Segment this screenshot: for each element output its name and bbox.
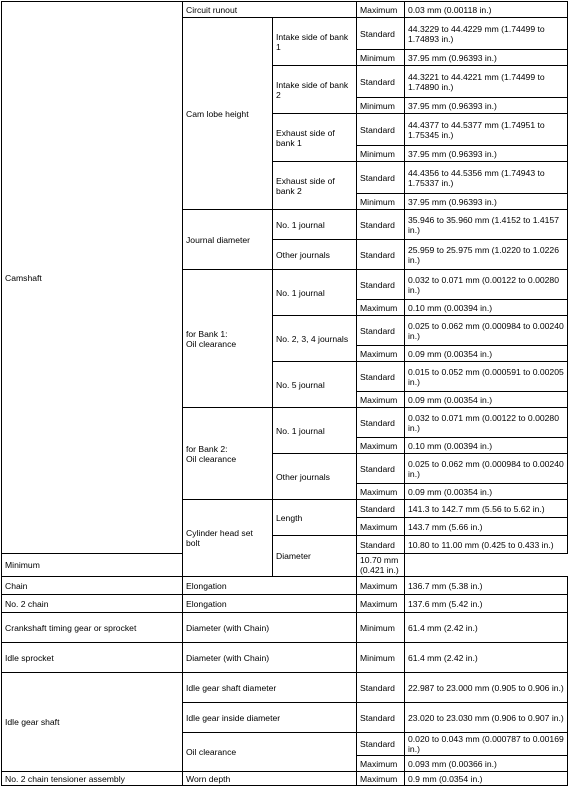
condition-cell: Minimum xyxy=(357,613,405,643)
spec-label-cell: No. 1 journal xyxy=(273,408,357,454)
value-cell: 143.7 mm (5.66 in.) xyxy=(405,518,568,536)
spec-label-cell: Cylinder head set bolt xyxy=(183,500,273,577)
spec-label-cell: Length xyxy=(273,500,357,536)
value-cell: 0.9 mm (0.0354 in.) xyxy=(405,772,568,786)
spec-label-cell: Idle gear shaft xyxy=(2,673,183,772)
condition-cell: Maximum xyxy=(357,772,405,786)
spec-label-cell: Intake side of bank 2 xyxy=(273,66,357,114)
condition-cell: Maximum xyxy=(357,577,405,595)
spec-label-cell: Elongation xyxy=(183,577,357,595)
value-cell: 44.4356 to 44.5356 mm (1.74943 to 1.75337 in.) xyxy=(405,162,568,194)
condition-cell: Standard xyxy=(357,162,405,194)
value-cell: 136.7 mm (5.38 in.) xyxy=(405,577,568,595)
value-cell: 0.10 mm (0.00394 in.) xyxy=(405,300,568,316)
spec-label-cell: Circuit runout xyxy=(183,2,357,18)
value-cell: 44.3221 to 44.4221 mm (1.74499 to 1.74890 in.) xyxy=(405,66,568,98)
condition-cell: Minimum xyxy=(2,554,183,577)
condition-cell: Standard xyxy=(357,454,405,484)
value-cell: 141.3 to 142.7 mm (5.56 to 5.62 in.) xyxy=(405,500,568,518)
spec-label-cell: Idle gear shaft diameter xyxy=(183,673,357,703)
value-cell: 37.95 mm (0.96393 in.) xyxy=(405,194,568,210)
spec-label-cell: Idle sprocket xyxy=(2,643,183,673)
spec-label-cell: Camshaft xyxy=(2,2,183,554)
spec-label-cell: Chain xyxy=(2,577,183,595)
value-cell: 37.95 mm (0.96393 in.) xyxy=(405,146,568,162)
condition-cell: Maximum xyxy=(357,595,405,613)
value-cell: 25.959 to 25.975 mm (1.0220 to 1.0226 in.) xyxy=(405,240,568,270)
value-cell: 22.987 to 23.000 mm (0.905 to 0.906 in.) xyxy=(405,673,568,703)
condition-cell: Standard xyxy=(357,316,405,346)
value-cell: 0.09 mm (0.00354 in.) xyxy=(405,484,568,500)
condition-cell: Maximum xyxy=(357,484,405,500)
condition-cell: Standard xyxy=(357,210,405,240)
spec-label-cell: Cam lobe height xyxy=(183,18,273,210)
condition-cell: Minimum xyxy=(357,50,405,66)
spec-label-cell: Other journals xyxy=(273,454,357,500)
value-cell: 37.95 mm (0.96393 in.) xyxy=(405,50,568,66)
value-cell: 0.020 to 0.043 mm (0.000787 to 0.00169 in.) xyxy=(405,733,568,756)
condition-cell: Standard xyxy=(357,536,405,554)
spec-label-cell: Journal diameter xyxy=(183,210,273,270)
table-row xyxy=(2,577,568,595)
condition-cell: Standard xyxy=(357,408,405,438)
value-cell: 35.946 to 35.960 mm (1.4152 to 1.4157 in.) xyxy=(405,210,568,240)
condition-cell: Maximum xyxy=(357,518,405,536)
condition-cell: Standard xyxy=(357,673,405,703)
value-cell: 23.020 to 23.030 mm (0.906 to 0.907 in.) xyxy=(405,703,568,733)
spec-label-cell: No. 1 journal xyxy=(273,270,357,316)
value-cell: 0.015 to 0.052 mm (0.000591 to 0.00205 in.) xyxy=(405,362,568,392)
spec-label-cell: Exhaust side of bank 2 xyxy=(273,162,357,210)
value-cell: 0.03 mm (0.00118 in.) xyxy=(405,2,568,18)
spec-label-cell: Diameter (with Chain) xyxy=(183,643,357,673)
value-cell: 0.09 mm (0.00354 in.) xyxy=(405,346,568,362)
condition-cell: Standard xyxy=(357,703,405,733)
value-cell: 61.4 mm (2.42 in.) xyxy=(405,643,568,673)
value-cell: 10.80 to 11.00 mm (0.425 to 0.433 in.) xyxy=(405,536,568,554)
table-row xyxy=(2,673,568,703)
table-row xyxy=(2,643,568,673)
spec-label-cell: No. 2 chain tensioner assembly xyxy=(2,772,183,786)
spec-label-cell: Intake side of bank 1 xyxy=(273,18,357,66)
spec-label-cell: No. 2, 3, 4 journals xyxy=(273,316,357,362)
value-cell: 0.025 to 0.062 mm (0.000984 to 0.00240 in.) xyxy=(405,316,568,346)
spec-label-cell: Exhaust side of bank 1 xyxy=(273,114,357,162)
condition-cell: Standard xyxy=(357,500,405,518)
value-cell: 0.10 mm (0.00394 in.) xyxy=(405,438,568,454)
condition-cell: Maximum xyxy=(357,300,405,316)
spec-label-cell: Worn depth xyxy=(183,772,357,786)
condition-cell: Minimum xyxy=(357,146,405,162)
condition-cell: Maximum xyxy=(357,756,405,772)
spec-label-cell: No. 5 journal xyxy=(273,362,357,408)
condition-cell: Maximum xyxy=(357,346,405,362)
table-row xyxy=(2,772,568,786)
value-cell: 0.032 to 0.071 mm (0.00122 to 0.00280 in.) xyxy=(405,408,568,438)
spec-label-cell: No. 2 chain xyxy=(2,595,183,613)
spec-label-cell: for Bank 2: Oil clearance xyxy=(183,408,273,500)
value-cell: 10.70 mm (0.421 in.) xyxy=(357,554,405,577)
value-cell: 0.09 mm (0.00354 in.) xyxy=(405,392,568,408)
condition-cell: Minimum xyxy=(357,98,405,114)
value-cell: 137.6 mm (5.42 in.) xyxy=(405,595,568,613)
value-cell: 0.032 to 0.071 mm (0.00122 to 0.00280 in.) xyxy=(405,270,568,300)
condition-cell: Maximum xyxy=(357,2,405,18)
condition-cell: Standard xyxy=(357,240,405,270)
value-cell: 61.4 mm (2.42 in.) xyxy=(405,613,568,643)
value-cell: 0.025 to 0.062 mm (0.000984 to 0.00240 in.) xyxy=(405,454,568,484)
condition-cell: Standard xyxy=(357,114,405,146)
table-row xyxy=(2,595,568,613)
value-cell: 44.3229 to 44.4229 mm (1.74499 to 1.74893 in.) xyxy=(405,18,568,50)
spec-label-cell: No. 1 journal xyxy=(273,210,357,240)
table-row xyxy=(2,2,568,18)
condition-cell: Standard xyxy=(357,66,405,98)
spec-label-cell: Diameter xyxy=(273,536,357,577)
value-cell: 44.4377 to 44.5377 mm (1.74951 to 1.75345 in.) xyxy=(405,114,568,146)
spec-label-cell: Crankshaft timing gear or sprocket xyxy=(2,613,183,643)
spec-label-cell: Other journals xyxy=(273,240,357,270)
table-row xyxy=(2,613,568,643)
spec-table-body xyxy=(2,2,568,786)
spec-label-cell: Oil clearance xyxy=(183,733,357,772)
condition-cell: Standard xyxy=(357,18,405,50)
condition-cell: Standard xyxy=(357,270,405,300)
value-cell: 0.093 mm (0.00366 in.) xyxy=(405,756,568,772)
condition-cell: Maximum xyxy=(357,438,405,454)
spec-label-cell: Elongation xyxy=(183,595,357,613)
condition-cell: Maximum xyxy=(357,392,405,408)
spec-label-cell: for Bank 1: Oil clearance xyxy=(183,270,273,408)
condition-cell: Minimum xyxy=(357,643,405,673)
condition-cell: Standard xyxy=(357,362,405,392)
camshaft-specification-table xyxy=(1,1,568,786)
spec-label-cell: Diameter (with Chain) xyxy=(183,613,357,643)
condition-cell: Standard xyxy=(357,733,405,756)
spec-label-cell: Idle gear inside diameter xyxy=(183,703,357,733)
value-cell: 37.95 mm (0.96393 in.) xyxy=(405,98,568,114)
condition-cell: Minimum xyxy=(357,194,405,210)
